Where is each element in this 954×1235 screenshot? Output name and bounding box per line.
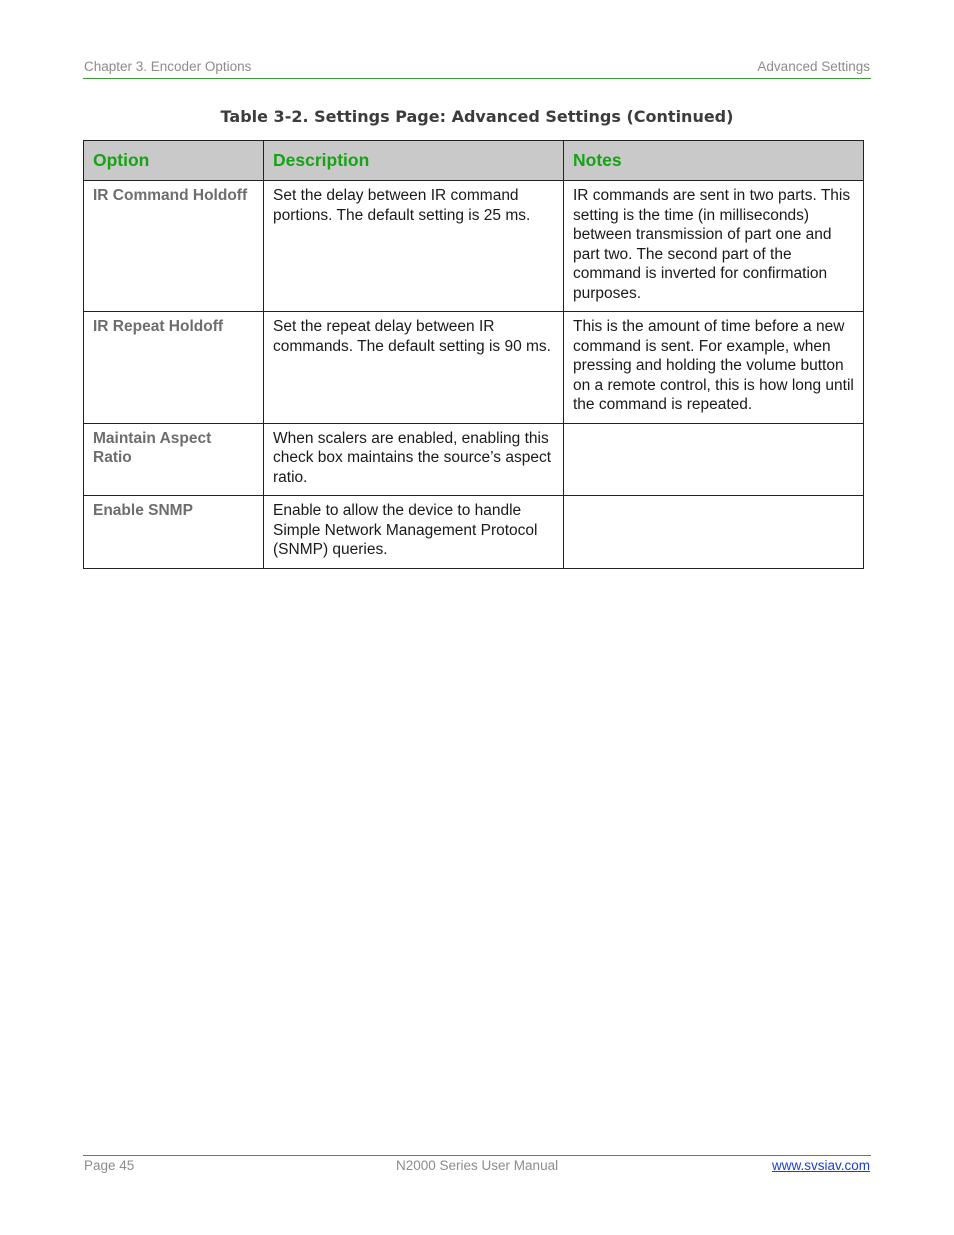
description-cell: When scalers are enabled, enabling this check box maintains the source’s aspect ratio. (264, 423, 564, 496)
section-title: Advanced Settings (757, 59, 870, 74)
table-row (84, 423, 864, 496)
column-header-description: Description (264, 141, 564, 181)
notes-cell: This is the amount of time before a new command is sent. For example, when pressing and holding the volume button on a remote control, this is how long until the command is repeated. (564, 312, 864, 424)
column-header-notes: Notes (564, 141, 864, 181)
page-header (83, 58, 871, 79)
page-number: Page 45 (84, 1158, 135, 1173)
page-footer (83, 1155, 871, 1178)
description-cell: Enable to allow the device to handle Simple Network Management Protocol (SNMP) queries. (264, 496, 564, 569)
notes-cell (564, 496, 864, 569)
table-header-row (84, 141, 864, 181)
website-link[interactable]: www.svsiav.com (771, 1158, 870, 1173)
notes-cell (564, 423, 864, 496)
description-cell: Set the repeat delay between IR commands. The default setting is 90 ms. (264, 312, 564, 424)
column-header-option: Option (84, 141, 264, 181)
table-caption: Table 3-2. Settings Page: Advanced Settings (Continued) (220, 107, 734, 126)
chapter-title: Chapter 3. Encoder Options (84, 59, 252, 74)
table-row (84, 312, 864, 424)
option-cell: IR Repeat Holdoff (84, 312, 264, 424)
table-row (84, 496, 864, 569)
table-row (84, 181, 864, 312)
notes-cell: IR commands are sent in two parts. This setting is the time (in milliseconds) between transmission of part one and part two. The second part of the command is inverted for confirmation purposes. (564, 181, 864, 312)
manual-title: N2000 Series User Manual (396, 1158, 559, 1173)
option-cell: Enable SNMP (84, 496, 264, 569)
option-cell: Maintain Aspect Ratio (84, 423, 264, 496)
settings-table (83, 140, 864, 569)
description-cell: Set the delay between IR command portions. The default setting is 25 ms. (264, 181, 564, 312)
option-cell: IR Command Holdoff (84, 181, 264, 312)
